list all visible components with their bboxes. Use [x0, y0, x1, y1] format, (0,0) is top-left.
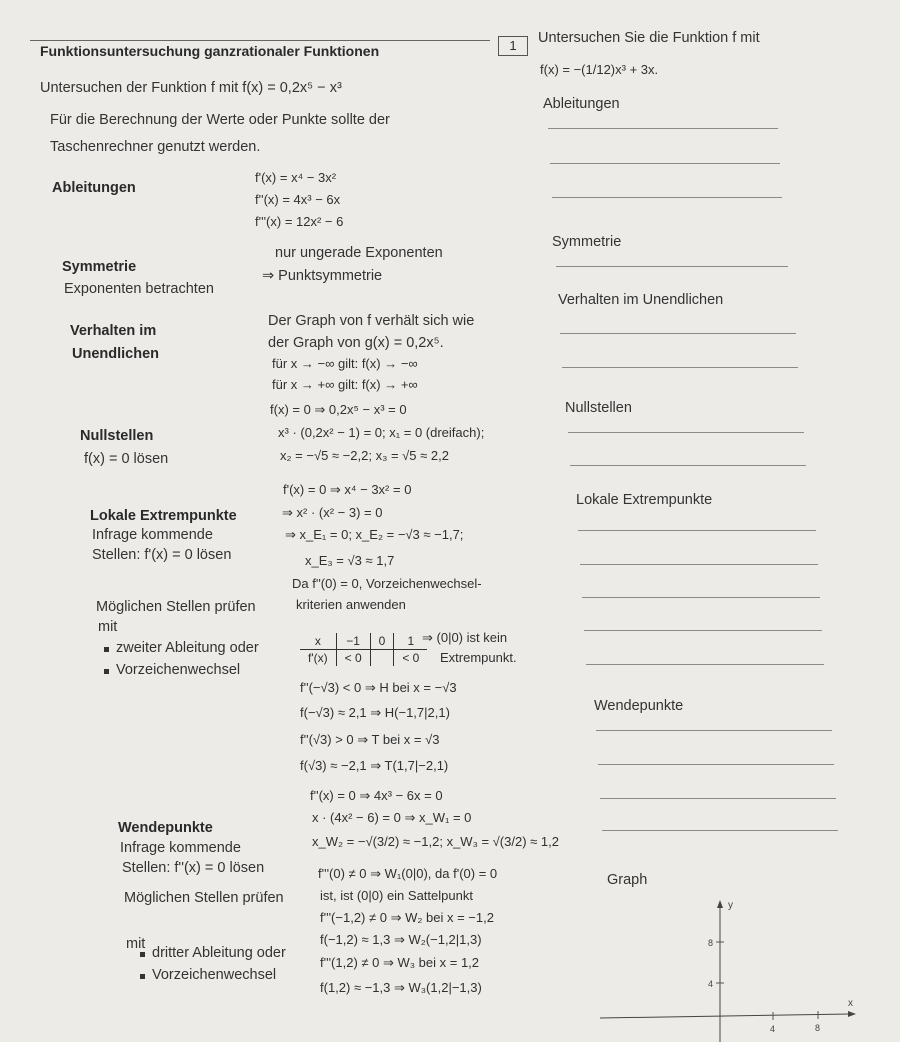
extrem-label: Lokale Extrempunkte — [90, 508, 237, 524]
wende-line3: x_W₂ = −√(3/2) ≈ −1,2; x_W₃ = √(3/2) ≈ 1,2 — [312, 834, 559, 849]
extrem-line5: f''(−√3) < 0 ⇒ H bei x = −√3 — [300, 680, 457, 695]
sign-table-cell: −1 — [336, 633, 370, 650]
extrem-line1: f'(x) = 0 ⇒ x⁴ − 3x² = 0 — [283, 482, 412, 497]
extrem-sub1: Infrage kommende — [92, 527, 213, 543]
calc-note-line2: Taschenrechner genutzt werden. — [50, 139, 261, 155]
nullstellen-label: Nullstellen — [80, 428, 154, 444]
extrem-mit: mit — [98, 619, 118, 635]
wende-line5: ist, ist (0|0) ein Sattelpunkt — [320, 888, 473, 903]
heading-ableitungen: Ableitungen — [543, 96, 620, 112]
verhalten-label2: Unendlichen — [72, 346, 160, 362]
extrem-bullet2: Vorzeichenwechsel — [116, 662, 241, 678]
answer-line — [602, 830, 838, 831]
answer-line — [582, 597, 820, 598]
wende-line7: f(−1,2) ≈ 1,3 ⇒ W₂(−1,2|1,3) — [320, 932, 482, 947]
extrem-line6: f(−√3) ≈ 2,1 ⇒ H(−1,7|2,1) — [300, 705, 450, 720]
extrem-line3: ⇒ x_E₁ = 0; x_E₂ = −√3 ≈ −1,7; — [285, 527, 464, 542]
calc-note-line1: Für die Berechnung der Werte oder Punkte sollte der — [50, 112, 390, 128]
top-rule — [30, 40, 490, 41]
nullstellen-sublabel: f(x) = 0 lösen — [84, 451, 169, 467]
wende-sub1: Infrage kommende — [120, 840, 241, 856]
verhalten-text4: für x → +∞ gilt: f(x) → +∞ — [272, 377, 418, 392]
x-tick-label: 8 — [815, 1023, 821, 1033]
exercise-function: f(x) = −(1/12)x³ + 3x. — [540, 62, 659, 77]
extrem-sub2: Stellen: f'(x) = 0 lösen — [92, 547, 232, 563]
symmetrie-label: Symmetrie — [62, 259, 137, 275]
answer-line — [552, 197, 782, 198]
verhalten-text3: für x → −∞ gilt: f(x) → −∞ — [272, 356, 418, 371]
symmetrie-sublabel: Exponenten betrachten — [64, 281, 214, 297]
sign-table-cell: < 0 — [336, 650, 370, 667]
graph-axes — [600, 890, 890, 1042]
extrem-line7: f''(√3) > 0 ⇒ T bei x = √3 — [300, 732, 440, 747]
sign-table-cell: 0 — [370, 633, 394, 650]
verhalten-text2: der Graph von g(x) = 0,2x⁵. — [268, 335, 444, 351]
wende-sub2: Stellen: f''(x) = 0 lösen — [122, 860, 265, 876]
table-note2: Extrempunkt. — [440, 650, 517, 665]
answer-line — [598, 764, 834, 765]
wende-line9: f(1,2) ≈ −1,3 ⇒ W₃(1,2|−1,3) — [320, 980, 482, 995]
wende-line2: x · (4x² − 6) = 0 ⇒ x_W₁ = 0 — [312, 810, 472, 825]
extrem-hw2: kriterien anwenden — [296, 597, 406, 612]
y-axis-label: y — [728, 900, 733, 911]
answer-line — [580, 564, 818, 565]
second-derivative: f''(x) = 4x³ − 6x — [255, 192, 341, 207]
exercise-number: 1 — [498, 36, 528, 56]
extrem-hw1: Da f''(0) = 0, Vorzeichenwechsel- — [292, 576, 482, 591]
wende-mit: mit — [126, 936, 146, 952]
symmetrie-text2: ⇒ Punktsymmetrie — [262, 268, 383, 284]
answer-line — [600, 798, 836, 799]
answer-line — [596, 730, 832, 731]
table-note1: ⇒ (0|0) ist kein — [422, 630, 508, 645]
bullet-dot — [140, 952, 145, 957]
sign-table-cell: f'(x) — [308, 651, 328, 665]
extrem-bullet1: zweiter Ableitung oder — [116, 640, 259, 656]
ableitungen-label: Ableitungen — [52, 180, 136, 196]
answer-line — [556, 266, 788, 267]
wende-bullet2: Vorzeichenwechsel — [152, 967, 277, 983]
intro-text: Untersuchen der Funktion f mit f(x) = 0,2x⁵ − x³ — [40, 80, 342, 96]
wende-bullet1: dritter Ableitung oder — [152, 945, 286, 961]
answer-line — [570, 465, 806, 466]
bullet-dot — [104, 647, 109, 652]
nullstellen-line2: x³ · (0,2x² − 1) = 0; x₁ = 0 (dreifach); — [278, 425, 485, 440]
x-axis-arrow — [848, 1011, 856, 1017]
verhalten-label1: Verhalten im — [70, 323, 157, 339]
wende-pruefen: Möglichen Stellen prüfen — [124, 890, 284, 906]
nullstellen-line3: x₂ = −√5 ≈ −2,2; x₃ = √5 ≈ 2,2 — [280, 448, 449, 463]
extrem-pruefen: Möglichen Stellen prüfen — [96, 599, 256, 615]
extrem-line2: ⇒ x² · (x² − 3) = 0 — [282, 505, 383, 520]
sign-table-cell: < 0 — [394, 650, 428, 667]
wende-line6: f'''(−1,2) ≠ 0 ⇒ W₂ bei x = −1,2 — [320, 910, 494, 925]
answer-line — [568, 432, 804, 433]
answer-line — [550, 163, 780, 164]
answer-line — [584, 630, 822, 631]
bullet-dot — [140, 974, 145, 979]
y-axis-arrow — [717, 900, 723, 908]
bullet-dot — [104, 669, 109, 674]
heading-wende: Wendepunkte — [594, 698, 684, 714]
x-tick-label: 4 — [770, 1024, 776, 1034]
sign-table — [300, 633, 427, 666]
extrem-line4: x_E₃ = √3 ≈ 1,7 — [305, 553, 395, 568]
wende-line1: f''(x) = 0 ⇒ 4x³ − 6x = 0 — [310, 788, 443, 803]
verhalten-text1: Der Graph von f verhält sich wie — [268, 313, 475, 329]
heading-verhalten: Verhalten im Unendlichen — [558, 292, 724, 308]
symmetrie-text1: nur ungerade Exponenten — [275, 245, 443, 261]
extrem-line8: f(√3) ≈ −2,1 ⇒ T(1,7|−2,1) — [300, 758, 449, 773]
heading-extrem: Lokale Extrempunkte — [576, 492, 713, 508]
answer-line — [562, 367, 798, 368]
sign-table-cell — [370, 650, 394, 667]
heading-nullstellen: Nullstellen — [565, 400, 632, 416]
heading-graph: Graph — [607, 872, 648, 888]
answer-line — [560, 333, 796, 334]
heading-symmetrie: Symmetrie — [552, 234, 622, 250]
y-tick-label: 8 — [708, 938, 714, 948]
wende-label: Wendepunkte — [118, 820, 213, 836]
third-derivative: f'''(x) = 12x² − 6 — [255, 214, 344, 229]
wende-line4: f'''(0) ≠ 0 ⇒ W₁(0|0), da f'(0) = 0 — [318, 866, 498, 881]
answer-line — [578, 530, 816, 531]
answer-line — [548, 128, 778, 129]
worksheet-title: Funktionsuntersuchung ganzrationaler Funktionen — [40, 43, 380, 59]
x-axis — [600, 1014, 850, 1018]
sign-table-cell: x — [300, 633, 336, 650]
wende-line8: f'''(1,2) ≠ 0 ⇒ W₃ bei x = 1,2 — [320, 955, 480, 970]
sign-table-cell: 1 — [394, 633, 428, 650]
answer-line — [586, 664, 824, 665]
x-axis-label: x — [848, 998, 853, 1009]
first-derivative: f'(x) = x⁴ − 3x² — [255, 170, 337, 185]
exercise-text: Untersuchen Sie die Funktion f mit — [538, 30, 760, 46]
nullstellen-line1: f(x) = 0 ⇒ 0,2x⁵ − x³ = 0 — [270, 402, 407, 417]
y-tick-label: 4 — [708, 979, 714, 989]
